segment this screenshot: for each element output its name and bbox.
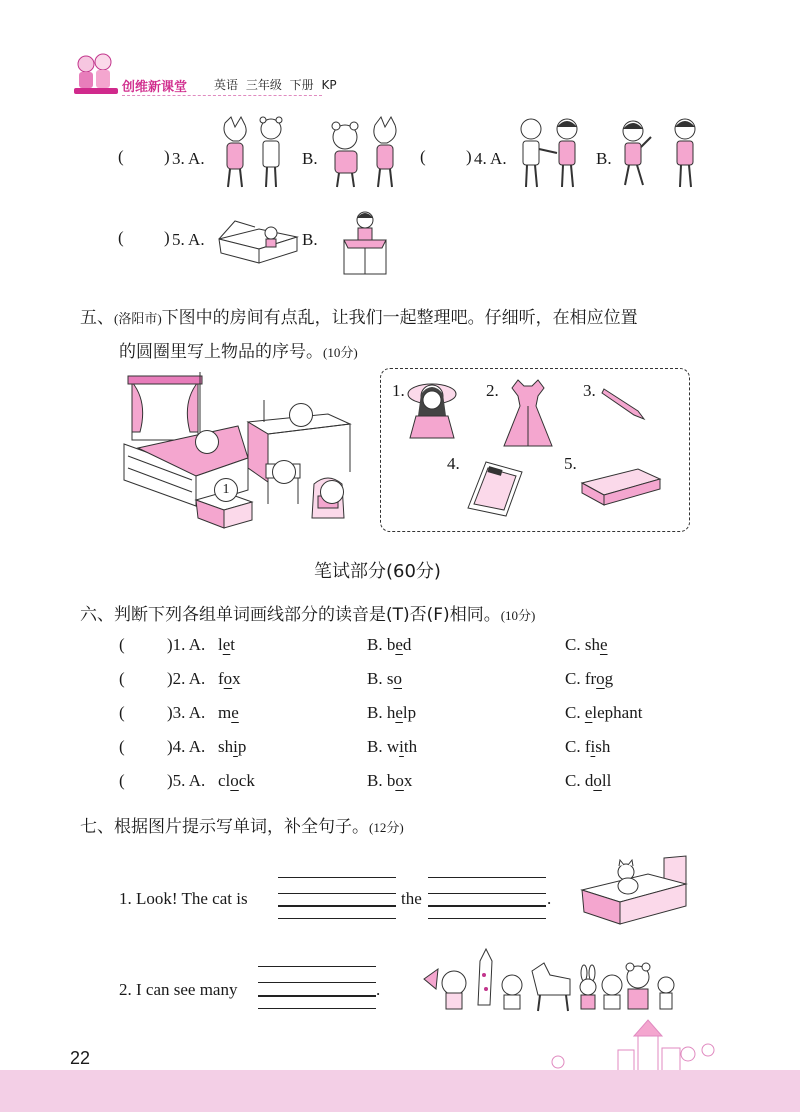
sentence1-end: . <box>547 889 552 908</box>
s6-row3-c-label: C. <box>565 703 585 722</box>
room-circle-bed[interactable] <box>195 430 219 454</box>
s6-row2-a-post: x <box>232 669 241 688</box>
s1-blank2-line-top <box>428 877 546 878</box>
s6-row4-b-pre: w <box>386 737 400 756</box>
s6-row1-b-pre: b <box>386 635 396 654</box>
q4-image-b <box>615 115 705 196</box>
s6-row2-paren-open: ( <box>119 669 125 688</box>
pencil-box-icon <box>578 465 664 514</box>
section7-title <box>80 812 404 837</box>
s6-row1-b-label: B. <box>367 635 387 654</box>
s6-row3-c-u: e <box>584 703 593 722</box>
item-label-2: 2. <box>486 381 499 400</box>
footer-band <box>0 1070 800 1112</box>
s6-row5-paren-open: ( <box>119 771 125 790</box>
s2-blank-baseline[interactable] <box>258 995 376 997</box>
s6-row4-a-pre: sh <box>218 737 234 756</box>
room-circle-bag[interactable] <box>320 480 344 504</box>
s6-row2-option-a <box>218 669 241 689</box>
s6-row4-option-a <box>218 737 246 757</box>
s6-row4-paren-open: ( <box>119 737 125 756</box>
s6-row5-a-u: o <box>230 771 239 790</box>
room-circle-box: 1 <box>214 478 238 502</box>
s6-row5-option-c <box>565 771 611 791</box>
header-brand: 创维新课堂 <box>122 80 188 95</box>
section6-number: 六、 <box>80 605 114 625</box>
s6-row2-c-label: C. <box>565 669 585 688</box>
q4-paren-close: ) <box>466 147 472 166</box>
s6-row2-b-pre: s <box>386 669 394 688</box>
item-label-1: 1. <box>392 381 405 400</box>
q3-image-a <box>215 115 295 196</box>
header-logo <box>70 50 122 98</box>
s1-blank1-line-bottom <box>278 918 396 919</box>
animals-parade-image <box>420 945 690 1020</box>
s6-row1-c-u: e <box>599 635 608 654</box>
s6-row4-b-post: th <box>403 737 418 756</box>
section7-points: (12分) <box>369 820 404 835</box>
section7-number: 七、 <box>80 817 114 837</box>
s6-row4-a-u: i <box>233 737 238 756</box>
s6-row2-b-u: o <box>393 669 402 688</box>
q4-image-a <box>515 115 587 196</box>
s6-row4-number: )4. A. <box>167 737 206 756</box>
s6-row5-c-label: C. <box>565 771 585 790</box>
s6-row4-c-label: C. <box>565 737 585 756</box>
s6-row1-option-b <box>367 635 411 655</box>
header-divider <box>122 95 322 96</box>
s6-row4-c-u: i <box>590 737 596 756</box>
s6-row5-number: )5. A. <box>167 771 206 790</box>
pen-icon <box>600 383 650 428</box>
s6-row1-a-pre: l <box>218 635 223 654</box>
item-label-5: 5. <box>564 454 577 473</box>
s6-row5-a-pre: cl <box>218 771 231 790</box>
s6-row3-option-c <box>565 703 642 723</box>
sentence1-middle: the <box>401 889 422 908</box>
s6-row5-a-post: ck <box>238 771 255 790</box>
section5-points: (10分) <box>323 345 358 360</box>
q3-paren-close: ) <box>164 147 170 166</box>
s6-row2-c-pre: fr <box>584 669 597 688</box>
s6-row3-option-b <box>367 703 416 723</box>
q3-paren-open: ( <box>118 147 124 166</box>
section5-title-line2 <box>119 337 358 362</box>
s6-row2-c-post: g <box>604 669 614 688</box>
s2-blank-line-top <box>258 966 376 967</box>
sentence1-prefix: 1. Look! The cat is <box>119 889 248 908</box>
q5-image-a <box>215 215 301 270</box>
room-circle-chair[interactable] <box>272 460 296 484</box>
s6-row5-option-b <box>367 771 412 791</box>
sentence2-prefix: 2. I can see many <box>119 980 238 999</box>
section5-title <box>80 303 638 328</box>
s6-row5-option-a <box>218 771 255 791</box>
book-icon <box>462 458 526 523</box>
s6-row1-a-post: t <box>230 635 236 654</box>
q4-paren-open: ( <box>420 147 426 166</box>
s6-row3-number: )3. A. <box>167 703 206 722</box>
s6-row5-b-post: x <box>403 771 413 790</box>
s6-row2-number: )2. A. <box>167 669 206 688</box>
sentence2-end: . <box>376 980 381 999</box>
s6-row2-option-b <box>367 669 402 689</box>
s6-row3-b-pre: h <box>386 703 396 722</box>
s6-row1-a-u: e <box>222 635 231 654</box>
q4-option-b-label: B. <box>596 149 612 168</box>
s6-row4-a-post: p <box>237 737 247 756</box>
q3-image-b <box>325 115 405 196</box>
section6-title <box>80 600 535 625</box>
s6-row3-c-post: lephant <box>592 703 643 722</box>
s6-row3-a-pre: m <box>218 703 232 722</box>
header-info: 英语 三年级 下册 KP <box>214 78 337 92</box>
s6-row4-c-pre: f <box>584 737 591 756</box>
section5-text-line2: 的圆圈里写上物品的序号。 <box>119 342 323 362</box>
footer-decoration <box>548 1020 728 1077</box>
s6-row2-b-label: B. <box>367 669 387 688</box>
s6-row5-c-post: ll <box>601 771 612 790</box>
written-part-title: 笔试部分(60分) <box>314 561 441 582</box>
s6-row2-c-u: o <box>596 669 605 688</box>
s6-row2-option-c <box>565 669 613 689</box>
s6-row1-c-pre: sh <box>584 635 600 654</box>
s6-row1-paren-open: ( <box>119 635 125 654</box>
s6-row4-b-label: B. <box>367 737 387 756</box>
q5-paren-open: ( <box>118 228 124 247</box>
room-illustration <box>118 372 368 537</box>
room-circle-desk[interactable] <box>289 403 313 427</box>
s6-row4-b-u: i <box>399 737 404 756</box>
q3-label: 3. A. <box>172 149 205 168</box>
s6-row4-option-b <box>367 737 417 757</box>
s1-blank1-baseline[interactable] <box>278 905 396 907</box>
s6-row1-b-u: e <box>395 635 403 654</box>
s1-blank2-line-bottom <box>428 918 546 919</box>
q3-option-b-label: B. <box>302 149 318 168</box>
s6-row1-number: )1. A. <box>167 635 206 654</box>
s6-row1-option-a <box>218 635 235 655</box>
s6-row3-b-u: e <box>395 703 403 722</box>
section6-text: 判断下列各组单词画线部分的读音是(T)否(F)相同。 <box>114 605 501 625</box>
s6-row1-b-post: d <box>402 635 412 654</box>
cat-on-bed-image <box>578 854 688 935</box>
s2-blank-line-mid <box>258 982 376 983</box>
s6-row4-option-c <box>565 737 610 757</box>
section5-location: (洛阳市) <box>114 311 162 326</box>
s6-row5-b-label: B. <box>367 771 387 790</box>
s6-row2-a-u: o <box>223 669 233 688</box>
s6-row2-a-pre: f <box>218 669 224 688</box>
section6-points: (10分) <box>500 608 536 623</box>
s6-row5-c-pre: d <box>584 771 594 790</box>
section7-text: 根据图片提示写单词，补全句子。 <box>114 817 369 837</box>
s6-row3-paren-open: ( <box>119 703 125 722</box>
page-number: 22 <box>70 1048 91 1068</box>
s6-row4-c-post: sh <box>595 737 611 756</box>
q5-paren-close: ) <box>164 228 170 247</box>
dress-icon <box>500 376 556 453</box>
q4-label: 4. A. <box>474 149 507 168</box>
s1-blank2-baseline[interactable] <box>428 905 546 907</box>
s1-blank2-line-mid <box>428 893 546 894</box>
item-label-4: 4. <box>447 454 460 473</box>
s6-row3-option-a <box>218 703 239 723</box>
s6-row5-c-u: o <box>593 771 602 790</box>
doll-icon <box>400 376 464 449</box>
item-label-3: 3. <box>583 381 596 400</box>
s6-row3-b-post: lp <box>402 703 417 722</box>
s1-blank1-line-mid <box>278 893 396 894</box>
s6-row3-b-label: B. <box>367 703 387 722</box>
q5-option-b-label: B. <box>302 230 318 249</box>
s6-row3-a-u: e <box>231 703 239 722</box>
s6-row1-c-label: C. <box>565 635 585 654</box>
s2-blank-line-bottom <box>258 1008 376 1009</box>
s6-row5-b-u: o <box>395 771 404 790</box>
s6-row5-b-pre: b <box>386 771 396 790</box>
q5-label: 5. A. <box>172 230 205 249</box>
s6-row1-option-c <box>565 635 608 655</box>
section5-number: 五、 <box>80 308 114 328</box>
s1-blank1-line-top <box>278 877 396 878</box>
q5-image-b <box>340 208 390 283</box>
section5-text-line1: 下图中的房间有点乱，让我们一起整理吧。仔细听，在相应位置 <box>161 308 638 328</box>
